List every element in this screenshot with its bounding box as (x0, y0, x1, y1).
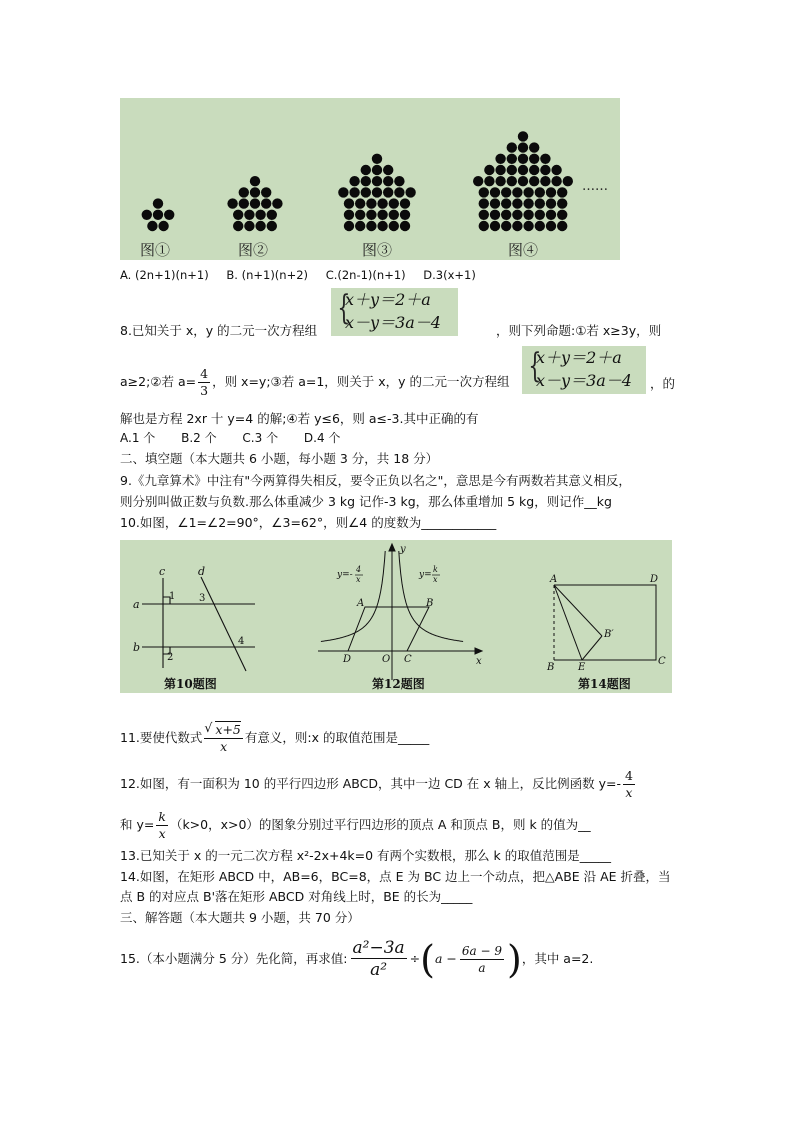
dot (501, 221, 511, 231)
dot (512, 221, 522, 231)
dot (484, 165, 494, 175)
dot (239, 198, 249, 208)
caption-fig2: 图② (238, 241, 269, 259)
frac-den: 3 (200, 383, 209, 398)
caption-fig10: 第10题图 (164, 677, 217, 691)
figures-svg (120, 540, 672, 693)
q8-option-d: D.4 个 (303, 431, 341, 445)
q9-line2: 则分别叫做正数与负数.那么体重减少 3 kg 记作-3 kg，那么体重增加 5 kg，则记作__kg (120, 494, 612, 509)
dot (535, 221, 545, 231)
dot (546, 221, 556, 231)
label-c: c (159, 565, 166, 578)
curve-right-den: x (433, 575, 438, 584)
q7-options (120, 266, 476, 284)
dot (529, 154, 539, 164)
label-origin: O (382, 654, 391, 665)
dot (546, 198, 556, 208)
fraction-sqrt (204, 722, 242, 755)
curve-right-num: k (433, 565, 438, 574)
dot (377, 221, 387, 231)
dot (518, 131, 528, 141)
q8-option-a: A.1 个 (120, 431, 156, 445)
label-a: a (133, 598, 140, 611)
dot (473, 176, 483, 186)
q8-options (120, 429, 340, 447)
dot (361, 187, 371, 197)
dot (540, 165, 550, 175)
system-row2: x－y＝3a－4 (345, 313, 441, 332)
figure-10 (142, 577, 255, 671)
rectangle-solid (554, 585, 656, 660)
dot (267, 221, 277, 231)
q8-lead: 8.已知关于 x，y 的二元一次方程组 (120, 323, 318, 338)
dot (250, 176, 260, 186)
dot (490, 210, 500, 220)
y-arrow-icon (389, 544, 395, 551)
q7-option-c: C.(2n-1)(n+1) (325, 268, 406, 282)
dot (261, 198, 271, 208)
q11-lead: 11.要使代数式 (120, 730, 203, 745)
q8-line1 (120, 322, 317, 340)
dot (557, 221, 567, 231)
q8-l2c: ，的 (650, 376, 676, 391)
label-B14: B (547, 662, 555, 673)
brace-icon: { (337, 288, 351, 328)
dot (529, 165, 539, 175)
dot (495, 176, 505, 186)
dot (361, 176, 371, 186)
dot (153, 210, 163, 220)
q15-after: ，其中 a=2. (521, 951, 594, 966)
dot (244, 221, 254, 231)
dot (540, 154, 550, 164)
frac2-den: x (158, 826, 166, 841)
dot (372, 187, 382, 197)
frac-den2: a (478, 961, 486, 975)
dot (523, 198, 533, 208)
dot (394, 187, 404, 197)
fraction-6a-9 (460, 943, 504, 976)
dot (344, 198, 354, 208)
dot (400, 198, 410, 208)
dot (512, 210, 522, 220)
divide-sign: ÷ (409, 951, 421, 966)
q11-after: 有意义，则:x 的取值范围是_____ (244, 730, 430, 745)
frac1-num: 4 (624, 768, 633, 783)
dot (563, 176, 573, 186)
frac-den1: a² (370, 960, 388, 980)
dot (383, 176, 393, 186)
dot (372, 176, 382, 186)
label-d: d (198, 565, 206, 578)
dot (540, 176, 550, 186)
dot-pattern-figure (120, 98, 620, 260)
angle-label-3: 3 (199, 593, 206, 604)
dot (518, 176, 528, 186)
dot (227, 198, 237, 208)
fraction-neg4-x (623, 768, 635, 801)
dot (394, 176, 404, 186)
dot (495, 154, 505, 164)
angle-label-1: 1 (169, 591, 176, 602)
curve-left-den: x (356, 575, 361, 584)
system-row1: x＋y＝2＋a (345, 290, 431, 309)
label-b: b (133, 641, 141, 654)
dot (512, 187, 522, 197)
q7-option-b: B. (n+1)(n+2) (226, 268, 309, 282)
dot (233, 221, 243, 231)
segment-EB-prime (582, 636, 602, 660)
angle-label-2: 2 (167, 652, 174, 663)
dot (366, 210, 376, 220)
q8-line3: 解也是方程 2xr 十 y=4 的解;④若 y≤6，则 a≤-3.其中正确的有 (120, 411, 479, 426)
dot (153, 198, 163, 208)
q15-line (120, 936, 593, 983)
dot (501, 187, 511, 197)
dot (255, 221, 265, 231)
system2-row2: x－y＝3a－4 (536, 371, 632, 390)
hyperbola-left (321, 551, 385, 642)
right-paren-icon: ) (506, 937, 522, 982)
ellipsis: …… (582, 179, 608, 194)
q14-line1: 14.如图，在矩形 ABCD 中，AB=6，BC=8，点 E 为 BC 边上一个动点，把△ABE 沿 AE 折叠，当 (120, 869, 671, 884)
line-d (201, 577, 246, 671)
dot (349, 176, 359, 186)
dot (507, 142, 517, 152)
dot (272, 198, 282, 208)
dot (529, 176, 539, 186)
dot (535, 198, 545, 208)
dot (233, 210, 243, 220)
caption-fig4: 图④ (508, 241, 539, 259)
dot (389, 221, 399, 231)
dot (366, 198, 376, 208)
label-x: x (476, 656, 482, 667)
fraction-a2-3a (351, 938, 407, 981)
q12-line2 (120, 806, 591, 844)
dot (377, 210, 387, 220)
dot (389, 198, 399, 208)
dot (479, 198, 489, 208)
frac-num1: a²−3a (352, 938, 405, 958)
angle-label-4: 4 (238, 636, 245, 647)
dot (147, 221, 157, 231)
q7-option-d: D.3(x+1) (423, 268, 476, 282)
parallelogram-ABCD (348, 607, 429, 651)
radicand: x+5 (215, 722, 241, 737)
dot (557, 210, 567, 220)
dot (495, 165, 505, 175)
dot (518, 142, 528, 152)
dot (389, 210, 399, 220)
dot (535, 187, 545, 197)
dot (344, 221, 354, 231)
dot (557, 198, 567, 208)
system2-row1: x＋y＝2＋a (536, 348, 622, 367)
dot (355, 198, 365, 208)
dot (507, 165, 517, 175)
dot (479, 210, 489, 220)
frac1-den: x (625, 785, 633, 800)
q14-line2: 点 B 的对应点 B'落在矩形 ABCD 对角线上时，BE 的长为_____ (120, 889, 473, 904)
dot (523, 210, 533, 220)
dot-pattern-svg (120, 98, 620, 260)
dot (523, 187, 533, 197)
dot (372, 165, 382, 175)
fraction-k-x (156, 809, 168, 842)
dot (244, 210, 254, 220)
dot (349, 187, 359, 197)
dot (158, 221, 168, 231)
dot (250, 187, 260, 197)
dot (372, 154, 382, 164)
dot (142, 210, 152, 220)
caption-fig3: 图③ (362, 241, 393, 259)
curve-label-left: y=- (337, 570, 353, 580)
dot (164, 210, 174, 220)
dot (557, 187, 567, 197)
inner-a: a − (434, 951, 457, 966)
dot (512, 198, 522, 208)
dot (551, 176, 561, 186)
q8-line2 (120, 366, 510, 399)
dot-groups (142, 131, 573, 231)
dot (518, 165, 528, 175)
q12-line1 (120, 765, 635, 803)
section-2-heading: 二、填空题（本大题共 6 小题，每小题 3 分，共 18 分） (120, 451, 439, 466)
dot (479, 221, 489, 231)
dot (377, 198, 387, 208)
label-B: B (426, 598, 434, 609)
q15-lead: 15.（本小题满分 5 分）先化简，再求值: (120, 951, 348, 966)
curve-label-right: y= (419, 570, 432, 580)
q8-l2a: a≥2;②若 a= (120, 374, 197, 389)
dot (518, 154, 528, 164)
dot (383, 165, 393, 175)
dot (355, 221, 365, 231)
frac2-num: k (158, 809, 166, 824)
caption-fig1: 图① (140, 241, 171, 259)
frac-num: 4 (200, 366, 209, 381)
label-E14: E (578, 662, 586, 673)
left-paren-icon: ( (420, 937, 435, 982)
q7-option-a: A. (2n+1)(n+1) (120, 268, 209, 282)
q10-text: 10.如图，∠1=∠2=90°，∠3=62°，则∠4 的度数为____________ (120, 515, 497, 530)
figure-14 (554, 585, 656, 660)
label-Bprime14: B′ (604, 629, 614, 640)
dot (546, 210, 556, 220)
q8-line1-after (496, 322, 661, 340)
dot (490, 221, 500, 231)
curve-left-num: 4 (356, 565, 362, 574)
x-arrow-icon (475, 648, 482, 654)
dot (507, 176, 517, 186)
dot (344, 210, 354, 220)
q12-l1a: 12.如图，有一面积为 10 的平行四边形 ABCD，其中一边 CD 在 x 轴上，反比例函数 y=- (120, 776, 621, 791)
caption-fig14: 第14题图 (578, 677, 631, 691)
q9-line1: 9.《九章算术》中注有"今两算得失相反，要令正负以名之"，意思是今有两数若其意义相反， (120, 473, 631, 488)
figures-10-12-14 (120, 540, 672, 693)
dot (507, 154, 517, 164)
dot (405, 187, 415, 197)
dot (255, 210, 265, 220)
caption-fig12: 第12题图 (372, 677, 425, 691)
q12-l2b: （k>0，x>0）的图象分别过平行四边形的顶点 A 和顶点 B，则 k 的值为__ (169, 817, 591, 832)
label-C: C (404, 654, 412, 665)
q8-l2b: ，则 x=y;③若 a=1，则关于 x，y 的二元一次方程组 (212, 374, 510, 389)
dot (261, 187, 271, 197)
q12-l2a: 和 y= (120, 817, 155, 832)
dot (355, 210, 365, 220)
q11-den: x (220, 739, 228, 754)
dot (523, 221, 533, 231)
sqrt-icon: √ (204, 720, 213, 735)
dot (490, 198, 500, 208)
dot (501, 198, 511, 208)
label-A14: A (550, 574, 558, 585)
segment-AE (554, 585, 582, 660)
dot (400, 210, 410, 220)
equation-system-1 (331, 288, 458, 336)
label-C14: C (658, 656, 666, 667)
dot (484, 176, 494, 186)
dot (551, 165, 561, 175)
hyperbola-right (399, 551, 463, 642)
q8-option-c: C.3 个 (242, 431, 279, 445)
label-y: y (400, 544, 406, 555)
dot (479, 187, 489, 197)
dot (400, 221, 410, 231)
dot (383, 187, 393, 197)
fraction-4-3 (198, 366, 210, 399)
q8-option-b: B.2 个 (181, 431, 217, 445)
q11-line (120, 719, 429, 757)
dot (535, 210, 545, 220)
dot (250, 198, 260, 208)
dot (366, 221, 376, 231)
label-D14: D (650, 574, 659, 585)
label-D: D (343, 654, 352, 665)
frac-num2: 6a − 9 (461, 944, 502, 958)
segment-AB-prime (554, 585, 602, 636)
dot (239, 187, 249, 197)
dot (267, 210, 277, 220)
q8-line2-tail (650, 375, 675, 393)
q8-after: ，则下列命题:①若 x≥3y，则 (496, 323, 662, 338)
dot (529, 142, 539, 152)
dot (361, 165, 371, 175)
dot (546, 187, 556, 197)
brace-icon: { (528, 346, 542, 386)
dot (501, 210, 511, 220)
equation-system-2 (522, 346, 646, 394)
dot (338, 187, 348, 197)
sqrt-numerator (204, 722, 242, 739)
dot (490, 187, 500, 197)
section-3-heading: 三、解答题（本大题共 9 小题，共 70 分） (120, 910, 360, 925)
q13-text: 13.已知关于 x 的一元二次方程 x²-2x+4k=0 有两个实数根，那么 k 的取值范围是_____ (120, 848, 611, 863)
label-A: A (357, 598, 365, 609)
